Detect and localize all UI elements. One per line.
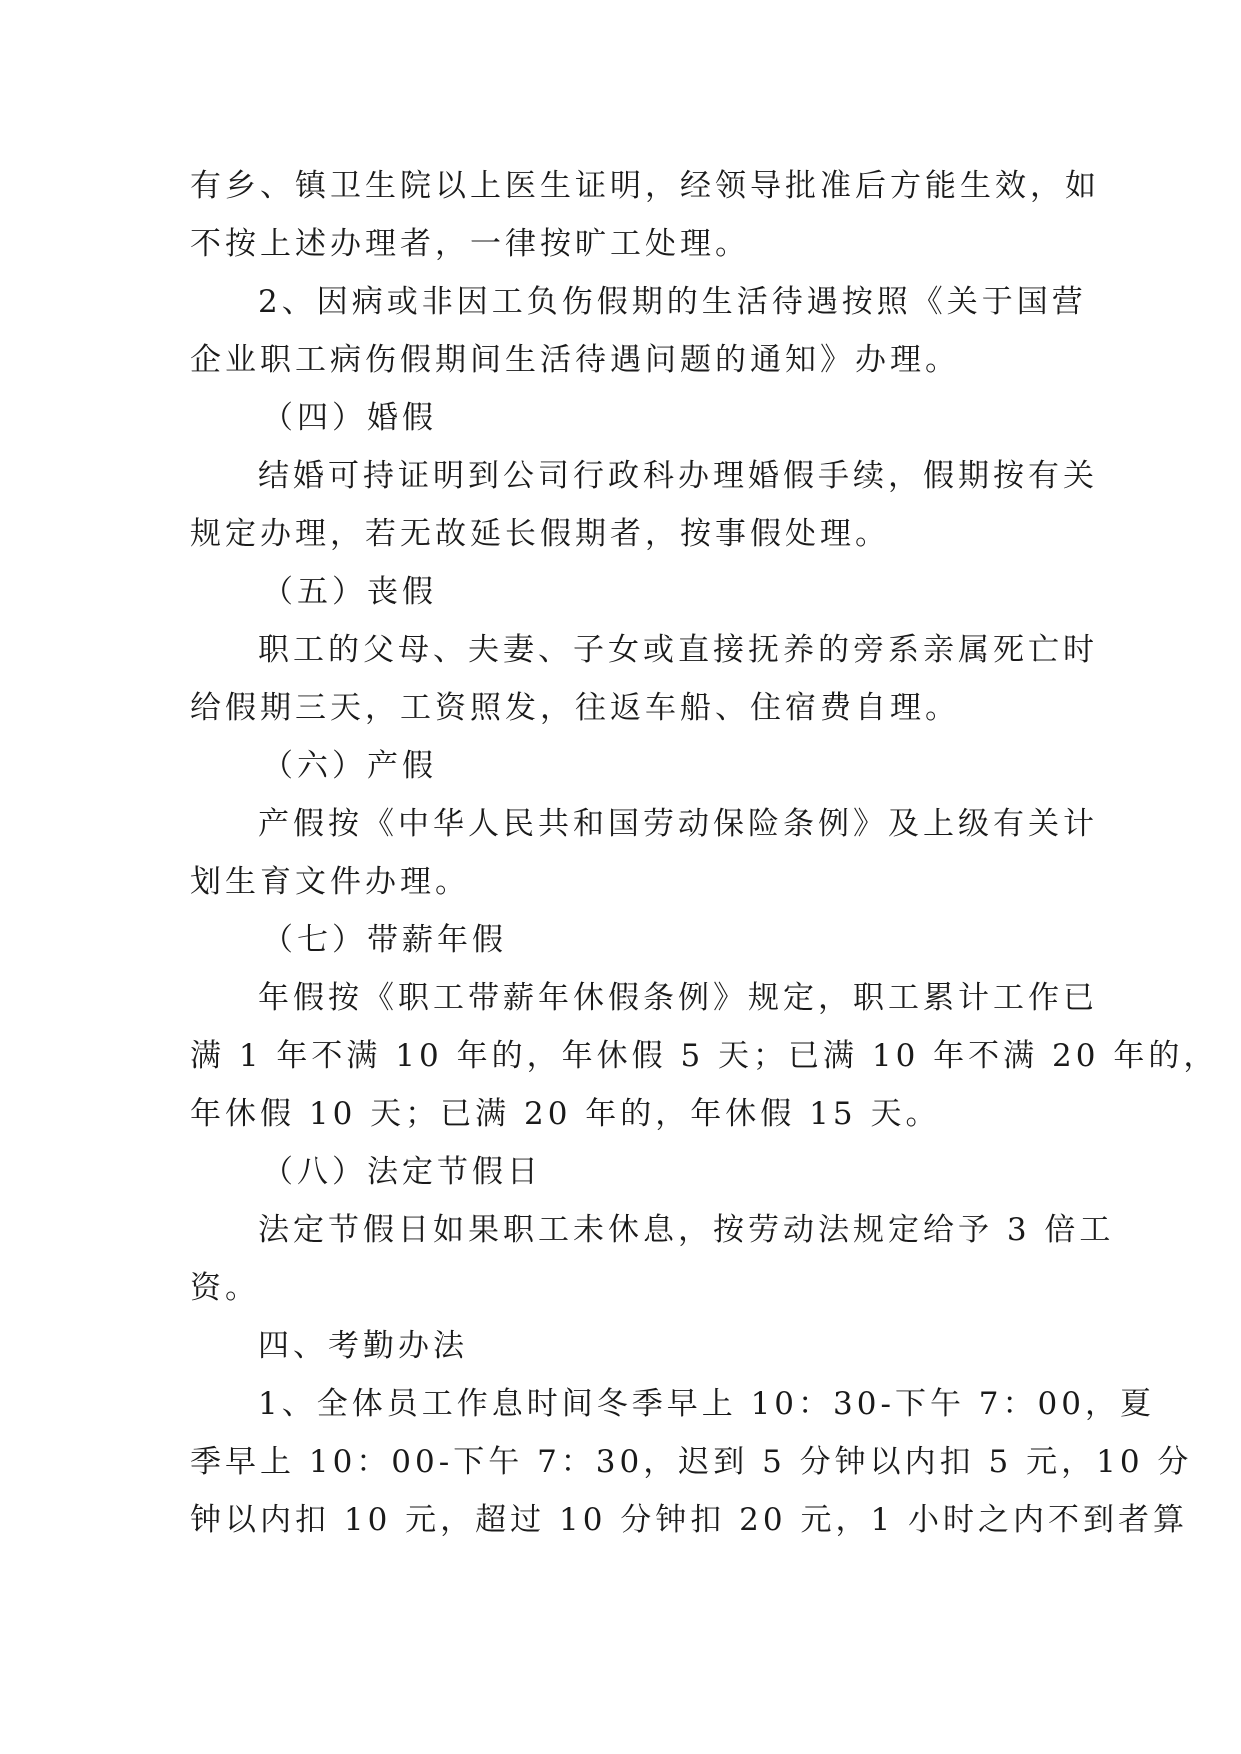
text-line-24: 钟以内扣 10 元，超过 10 分钟扣 20 元，1 小时之内不到者算 (190, 1502, 1189, 1538)
text-line-2: 不按上述办理者，一律按旷工处理。 (190, 226, 750, 262)
text-line-13: 划生育文件办理。 (190, 864, 470, 900)
text-line-23: 季早上 10：00-下午 7：30，迟到 5 分钟以内扣 5 元，10 分 (190, 1444, 1193, 1480)
text-line-3: 2、因病或非因工负伤假期的生活待遇按照《关于国营 (258, 284, 1087, 320)
section-heading-statutory-holidays: （八）法定节假日 (262, 1154, 542, 1190)
document-body (190, 157, 1219, 1549)
text-line-7: 规定办理，若无故延长假期者，按事假处理。 (190, 516, 890, 552)
section-heading-marriage-leave: （四）婚假 (262, 400, 437, 436)
text-line-17: 年休假 10 天；已满 20 年的，年休假 15 天。 (190, 1096, 941, 1132)
text-line-10: 给假期三天，工资照发，往返车船、住宿费自理。 (190, 690, 960, 726)
text-line-12: 产假按《中华人民共和国劳动保险条例》及上级有关计 (258, 806, 1098, 842)
text-line-15: 年假按《职工带薪年休假条例》规定，职工累计工作已 (258, 980, 1098, 1016)
section-heading-paid-annual-leave: （七）带薪年假 (262, 922, 507, 958)
text-line-9: 职工的父母、夫妻、子女或直接抚养的旁系亲属死亡时 (258, 632, 1098, 668)
text-line-22: 1、全体员工作息时间冬季早上 10：30-下午 7：00，夏 (258, 1386, 1155, 1422)
text-line-16: 满 1 年不满 10 年的，年休假 5 天；已满 10 年不满 20 年的， (190, 1038, 1219, 1074)
text-line-6: 结婚可持证明到公司行政科办理婚假手续，假期按有关 (258, 458, 1098, 494)
text-line-4: 企业职工病伤假期间生活待遇问题的通知》办理。 (190, 342, 960, 378)
section-heading-maternity-leave: （六）产假 (262, 748, 437, 784)
text-line-19: 法定节假日如果职工未休息，按劳动法规定给予 3 倍工 (258, 1212, 1115, 1248)
section-heading-funeral-leave: （五）丧假 (262, 574, 437, 610)
text-line-20: 资。 (190, 1270, 260, 1306)
section-heading-attendance: 四、考勤办法 (258, 1328, 468, 1364)
text-line-1: 有乡、镇卫生院以上医生证明，经领导批准后方能生效，如 (190, 168, 1100, 204)
